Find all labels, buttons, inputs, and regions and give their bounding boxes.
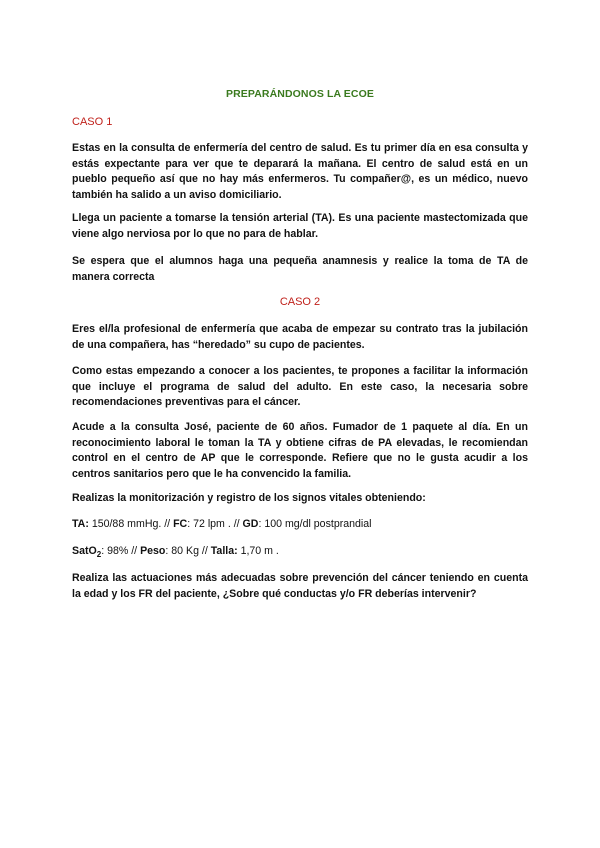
ta-label: TA: xyxy=(72,518,89,530)
vitals-line-2 xyxy=(72,544,528,563)
document-title: PREPARÁNDONOS LA ECOE xyxy=(226,88,374,100)
sat-value: : 98% // xyxy=(101,545,141,557)
caso2-paragraph-4: Realizas la monitorización y registro de los signos vitales obteniendo: xyxy=(72,492,426,504)
talla-label: Talla: xyxy=(210,545,238,557)
caso2-heading: CASO 2 xyxy=(279,296,321,308)
fc-value: : 72 lpm . // xyxy=(187,518,243,530)
caso2-paragraph-5: Realiza las actuaciones más adecuadas sobre prevención del cáncer teniendo en cuenta la edad y los FR del paciente, ¿Sobre qué conductas y/o FR deberías intervenir? xyxy=(72,572,528,600)
peso-label: Peso xyxy=(140,545,166,557)
ta-value: 150/88 mmHg. // xyxy=(88,518,174,530)
caso2-paragraph-3: Acude a la consulta José, paciente de 60 años. Fumador de 1 paquete al día. En un reconocimiento laboral le toman la TA y obtiene cifras de PA elevadas, le recomiendan control en el centro de AP que le corresponde. Refiere que no le gusta acudir a los centros sanitarios pero que le ha convencido la familia. xyxy=(72,421,528,480)
caso1-paragraph-1: Estas en la consulta de enfermería del centro de salud. Es tu primer día en esa consulta y estás expectante para ver que te deparará la mañana. El centro de salud está en un pueblo pequeño así que no hay más enfermeros. Tu compañer@, es un médico, nuevo también ha salido a un aviso domiciliario. xyxy=(72,142,528,201)
caso1-paragraph-2: Llega un paciente a tomarse la tensión arterial (TA). Es una paciente mastectomizada que viene algo nerviosa por lo que no para de hablar. xyxy=(72,212,528,240)
caso1-heading: CASO 1 xyxy=(72,116,113,128)
talla-value: 1,70 m . xyxy=(237,545,279,557)
caso2-paragraph-1: Eres el/la profesional de enfermería que acaba de empezar su contrato tras la jubilación de una compañera, has “heredado” su cupo de pacientes. xyxy=(72,323,528,351)
vitals-line-1 xyxy=(72,517,528,533)
gd-value: : 100 mg/dl postprandial xyxy=(258,518,372,530)
sat-subscript: 2 xyxy=(96,550,102,560)
peso-value: : 80 Kg // xyxy=(165,545,211,557)
sat-label: SatO xyxy=(72,545,97,557)
caso1-paragraph-3: Se espera que el alumnos haga una pequeña anamnesis y realice la toma de TA de manera correcta xyxy=(72,255,528,283)
caso2-paragraph-2: Como estas empezando a conocer a los pacientes, te propones a facilitar la información que incluye el programa de salud del adulto. En este caso, la necesaria sobre recomendaciones preventivas para el cáncer. xyxy=(72,365,528,408)
gd-label: GD xyxy=(242,518,259,530)
fc-label: FC xyxy=(173,518,188,530)
